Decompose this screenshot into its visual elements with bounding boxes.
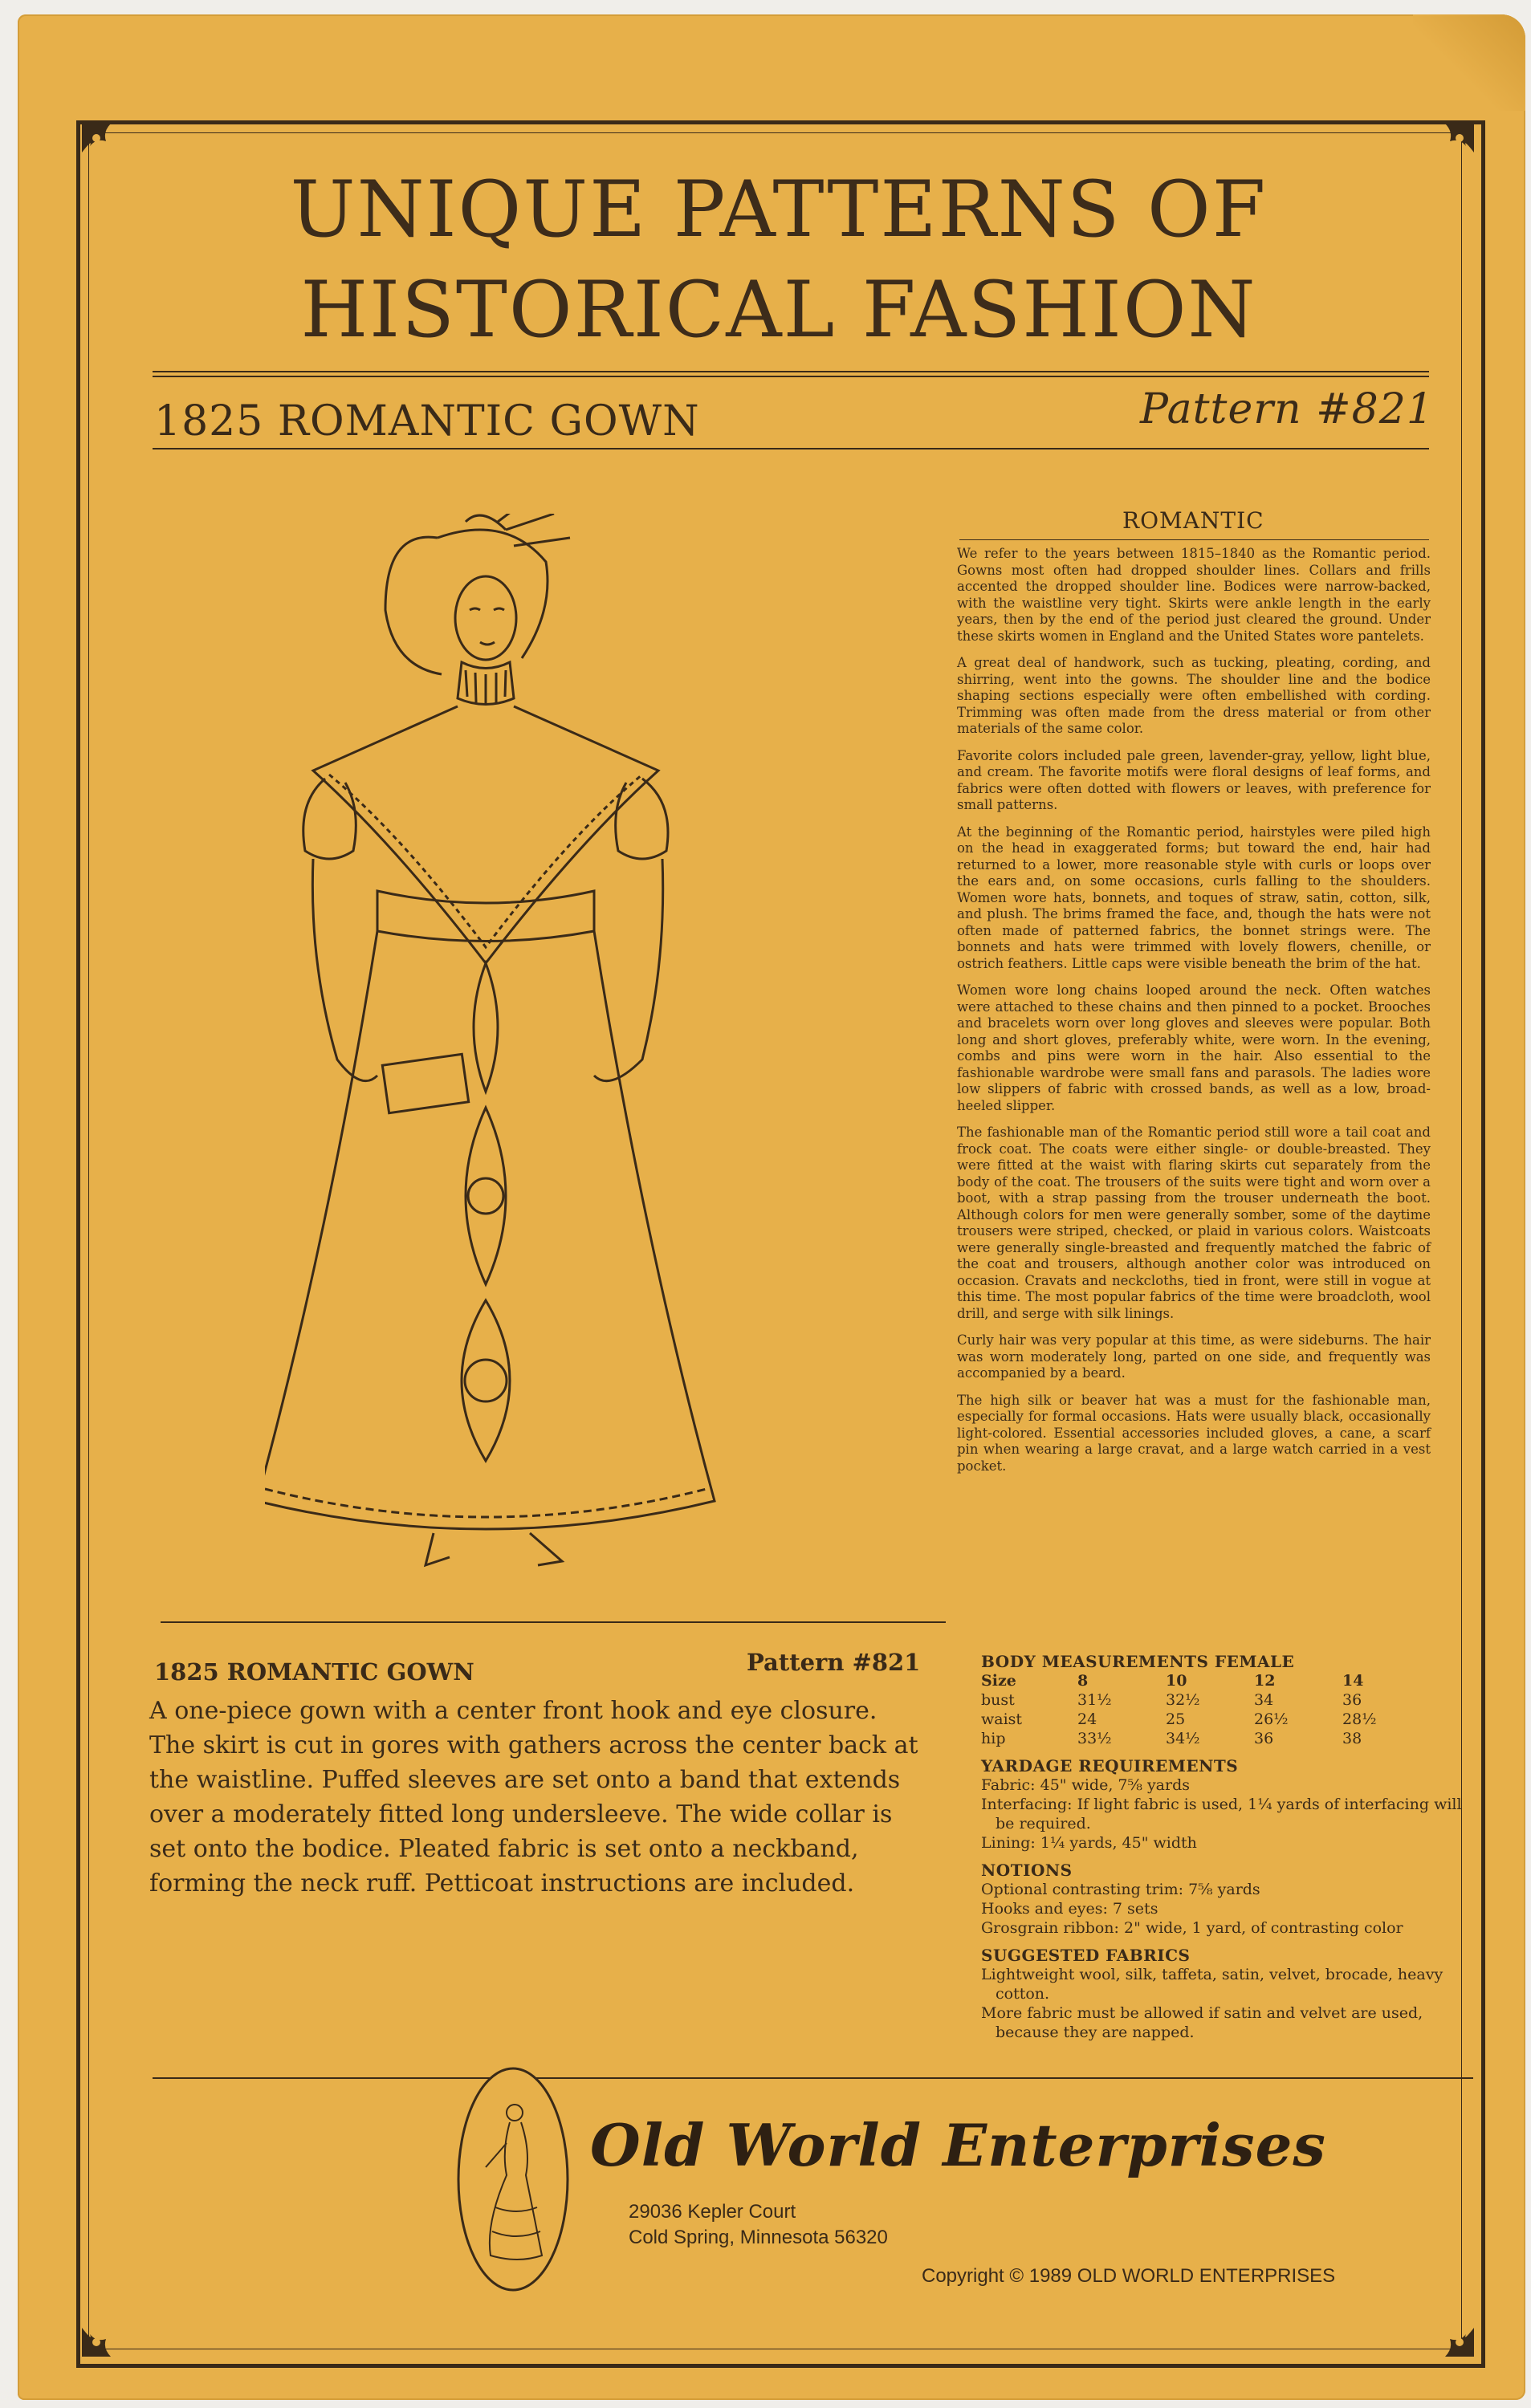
table-cell: 31½ — [1077, 1691, 1112, 1709]
yardage-interfacing: Interfacing: If light fabric is used, 1¼ yards of interfacing will be required. — [981, 1796, 1462, 1832]
gown-illustration — [265, 514, 747, 1581]
title-line-2: HISTORICAL FASHION — [300, 265, 1257, 355]
essay-paragraph: Women wore long chains looped around the neck. Often watches were attached to these chains and then pinned to a pocket. Brooches and bracelets worn over long gloves and sleeves were popular. Both long and short gloves, preferably white, were worn. In the evening, combs and pins were worn in the hair. Also essential to the fashionable wardrobe were small fans and parasols. The ladies wore low slippers of fabric with crossed bands, as well as a low, broad-heeled slipper. — [957, 982, 1431, 1113]
description-title: 1825 ROMANTIC GOWN — [154, 1658, 474, 1686]
yardage-heading: YARDAGE REQUIREMENTS — [981, 1756, 1239, 1775]
title-line-1: UNIQUE PATTERNS OF — [290, 165, 1268, 254]
yardage-fabric: Fabric: 45" wide, 7⅝ yards — [981, 1776, 1191, 1794]
essay-paragraph: We refer to the years between 1815–1840 as the Romantic period. Gowns most often had dropped shoulder lines. Collars and frills accented the dropped shoulder line. Bodices were narrow-backed, with the waistline very tight. Skirts were ankle length in the early years, then by the end of the period just cleared the ground. Under these skirts women in England and the United States wore pantelets. — [957, 546, 1431, 644]
table-cell: 8 — [1077, 1672, 1089, 1690]
copyright: Copyright © 1989 OLD WORLD ENTERPRISES — [922, 2265, 1336, 2287]
essay-paragraph: Curly hair was very popular at this time, as were sideburns. The hair was worn moderately long, parted on one side, and frequently was accompanied by a beard. — [957, 1332, 1431, 1381]
table-cell: 10 — [1166, 1672, 1187, 1690]
essay-paragraph: Favorite colors included pale green, lavender-gray, yellow, light blue, and cream. The favorite motifs were floral designs of leaf forms, and fabrics were often dotted with flowers or leaves, with preference for small patterns. — [957, 747, 1431, 812]
table-row — [981, 1690, 1431, 1710]
romantic-essay — [957, 546, 1431, 1485]
essay-paragraph: At the beginning of the Romantic period, hairstyles were piled high on the head in exaggerated forms; but toward the end, hair had returned to a lower, more reasonable style with curls or loops over the ears and, on some occasions, curls falling to the shoulders. Women wore hats, bonnets, and toques of straw, satin, cotton, silk, and plush. The brims framed the face, and, though the hats were not often made of patterned fabrics, the bonnet strings were. The bonnets and hats were trimmed with lovely flowers, chenille, or ostrich feathers. Little caps were visible beneath the brim of the hat. — [957, 824, 1431, 971]
table-cell: 34 — [1254, 1691, 1274, 1709]
notions-hooks: Hooks and eyes: 7 sets — [981, 1900, 1158, 1918]
gown-name-heading: 1825 ROMANTIC GOWN — [154, 397, 700, 445]
corner-ornament-icon — [1426, 120, 1477, 172]
table-cell: 34½ — [1166, 1730, 1200, 1747]
description-text: A one-piece gown with a center front hook and eye closure. The skirt is cut in gores with gathers across the center back at the waistline. Puffed sleeves are set onto a band that extends over a moderately fitted long undersleeve. The wide collar is set onto the bodice. Pleated fabric is set onto a neckband, forming the neck ruff. Petticoat instructions are included. — [149, 1697, 918, 1898]
table-cell: 26½ — [1254, 1710, 1289, 1728]
table-cell: waist — [981, 1710, 1023, 1728]
divider — [153, 448, 1429, 449]
address-line-1: 29036 Kepler Court — [629, 2201, 796, 2223]
table-cell: 14 — [1342, 1672, 1364, 1690]
table-cell: 32½ — [1166, 1691, 1200, 1709]
divider — [153, 371, 1429, 372]
table-cell: 25 — [1166, 1710, 1186, 1728]
measurements-table — [981, 1671, 1431, 1748]
notions-ribbon: Grosgrain ribbon: 2" wide, 1 yard, of contrasting color — [981, 1919, 1403, 1937]
essay-paragraph: The high silk or beaver hat was a must for the fashionable man, especially for formal occasions. Hats were usually black, occasionally light-colored. Essential accessories included gloves, a cane, a scarf pin when wearing a large cravat, and a large watch carried in a vest pocket. — [957, 1392, 1431, 1474]
table-cell: 12 — [1254, 1672, 1276, 1690]
measurements-heading: BODY MEASUREMENTS FEMALE — [981, 1652, 1295, 1671]
corner-ornament-icon — [79, 2308, 130, 2360]
divider — [959, 539, 1429, 540]
requirements-panel — [981, 1652, 1463, 2042]
address-line-2: Cold Spring, Minnesota 56320 — [629, 2227, 888, 2248]
fabrics-heading: SUGGESTED FABRICS — [981, 1946, 1191, 1965]
divider — [153, 2077, 1473, 2079]
essay-paragraph: The fashionable man of the Romantic period still wore a tail coat and frock coat. The coats were either single- or double-breasted. They were fitted at the waist with flaring skirts cut separately from the body of the coat. The trousers of the suits were tight and worn over a boot, with a strap passing from the trouser underneath the boot. Although colors for men were generally somber, some of the daytime trousers were striped, checked, or plaid in various colors. Waistcoats were generally single-breasted and frequently matched the fabric of the coat and trousers, although another color was introduced on occasion. Cravats and neckcloths, tied in front, were still in vogue at this time. The most popular fabrics of the time were broadcloth, wool drill, and serge with silk linings. — [957, 1125, 1431, 1321]
table-cell: 33½ — [1077, 1730, 1112, 1747]
table-cell: 24 — [1077, 1710, 1097, 1728]
table-cell: 28½ — [1342, 1710, 1377, 1728]
essay-paragraph: A great deal of handwork, such as tucking, pleating, cording, and shirring, went into the gowns. The shoulder line and the bodice shaping sections especially were often embellished with cording. Trimming was often made from the dress material or from other materials of the same color. — [957, 655, 1431, 736]
fabrics-list: Lightweight wool, silk, taffeta, satin, velvet, brocade, heavy cotton. — [981, 1966, 1443, 2003]
pattern-number-heading: Pattern #821 — [1140, 385, 1434, 433]
table-cell: bust — [981, 1691, 1015, 1709]
logo-lady-icon — [454, 2063, 572, 2296]
company-logo-text: Old World Enterprises — [590, 2111, 1326, 2179]
notions-trim: Optional contrasting trim: 7⅝ yards — [981, 1881, 1260, 1898]
table-cell: Size — [981, 1672, 1016, 1690]
table-cell: 38 — [1342, 1730, 1362, 1747]
table-cell: hip — [981, 1730, 1006, 1747]
divider — [161, 1621, 946, 1623]
romantic-heading: ROMANTIC — [1122, 507, 1264, 534]
table-row — [981, 1729, 1431, 1748]
corner-ornament-icon — [1426, 2308, 1477, 2360]
fabrics-note: More fabric must be allowed if satin and velvet are used, because they are napped. — [981, 2004, 1423, 2041]
table-cell: 36 — [1254, 1730, 1274, 1747]
yardage-lining: Lining: 1¼ yards, 45" width — [981, 1834, 1197, 1852]
table-cell: 36 — [1342, 1691, 1362, 1709]
description-pattern-number: Pattern #821 — [747, 1649, 921, 1676]
divider — [153, 376, 1429, 377]
corner-ornament-icon — [79, 120, 130, 172]
table-row — [981, 1671, 1431, 1690]
notions-heading: NOTIONS — [981, 1861, 1073, 1880]
table-row — [981, 1710, 1431, 1729]
